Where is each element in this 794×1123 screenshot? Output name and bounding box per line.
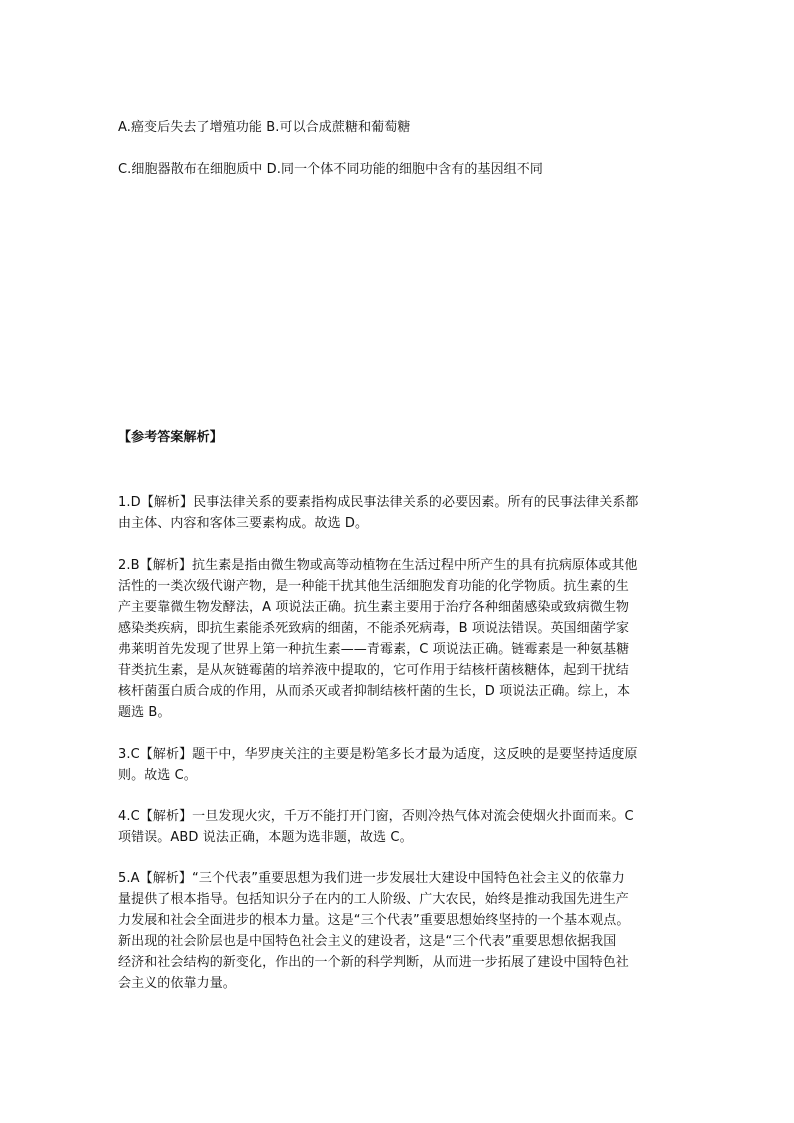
answer-line: 1.D【解析】民事法律关系的要素指构成民事法律关系的必要因素。所有的民事法律关系都 (118, 495, 639, 510)
answer-line: 力发展和社会全面进步的根本力量。这是“三个代表”重要思想始终坚持的一个基本观点。 (118, 913, 630, 928)
answer-3 (118, 744, 678, 786)
answer-line: 产主要靠微生物发酵法，A 项说法正确。抗生素主要用于治疗各种细菌感染或致病微生物 (118, 600, 630, 615)
answer-line: 5.A【解析】“三个代表”重要思想为我们进一步发展壮大建设中国特色社会主义的依靠力 (118, 871, 625, 886)
answer-line: 2.B【解析】抗生素是指由微生物或高等动植物在生活过程中所产生的具有抗病原体或其他 (118, 558, 638, 573)
option-line-cd: C.细胞器散布在细胞质中 D.同一个体不同功能的细胞中含有的基因组不同 (118, 162, 543, 177)
answer-line: 3.C【解析】题干中，华罗庚关注的主要是粉笔多长才最为适度，这反映的是要坚持适度原 (118, 747, 638, 762)
answer-5 (118, 868, 678, 994)
answer-line: 核杆菌蛋白质合成的作用，从而杀灭或者抑制结核杆菌的生长，D 项说法正确。综上，本 (118, 684, 631, 699)
answer-1 (118, 492, 678, 534)
answer-line: 新出现的社会阶层也是中国特色社会主义的建设者，这是“三个代表”重要思想依据我国 (118, 934, 617, 949)
answer-line: 项错误。ABD 说法正确，本题为选非题，故选 C。 (118, 830, 413, 845)
section-title: 【参考答案解析】 (118, 430, 223, 445)
option-line-ab: A.癌变后失去了增殖功能 B.可以合成蔗糖和葡萄糖 (118, 120, 411, 135)
answer-line: 会主义的依靠力量。 (118, 976, 236, 991)
answer-line: 经济和社会结构的新变化，作出的一个新的科学判断，从而进一步拓展了建设中国特色社 (118, 955, 629, 970)
answer-line: 感染类疾病，即抗生素能杀死致病的细菌，不能杀死病毒，B 项说法错误。英国细菌学家 (118, 621, 630, 636)
answer-line: 活性的一类次级代谢产物，是一种能干扰其他生活细胞发育功能的化学物质。抗生素的生 (118, 579, 629, 594)
answer-line: 则。故选 C。 (118, 768, 197, 783)
answer-2 (118, 555, 678, 723)
answer-line: 题选 B。 (118, 705, 171, 720)
answer-line: 4.C【解析】一旦发现火灾，千万不能打开门窗，否则冷热气体对流会使烟火扑面而来。C (118, 809, 634, 824)
answer-line: 弗莱明首先发现了世界上第一种抗生素——青霉素，C 项说法正确。链霉素是一种氨基糖 (118, 642, 630, 657)
answer-line: 苷类抗生素，是从灰链霉菌的培养液中提取的，它可作用于结核杆菌核糖体，起到干扰结 (118, 663, 629, 678)
answer-line: 由主体、内容和客体三要素构成。故选 D。 (118, 516, 369, 531)
answer-4 (118, 806, 678, 848)
answer-line: 量提供了根本指导。包括知识分子在内的工人阶级、广大农民，始终是推动我国先进生产 (118, 892, 629, 907)
